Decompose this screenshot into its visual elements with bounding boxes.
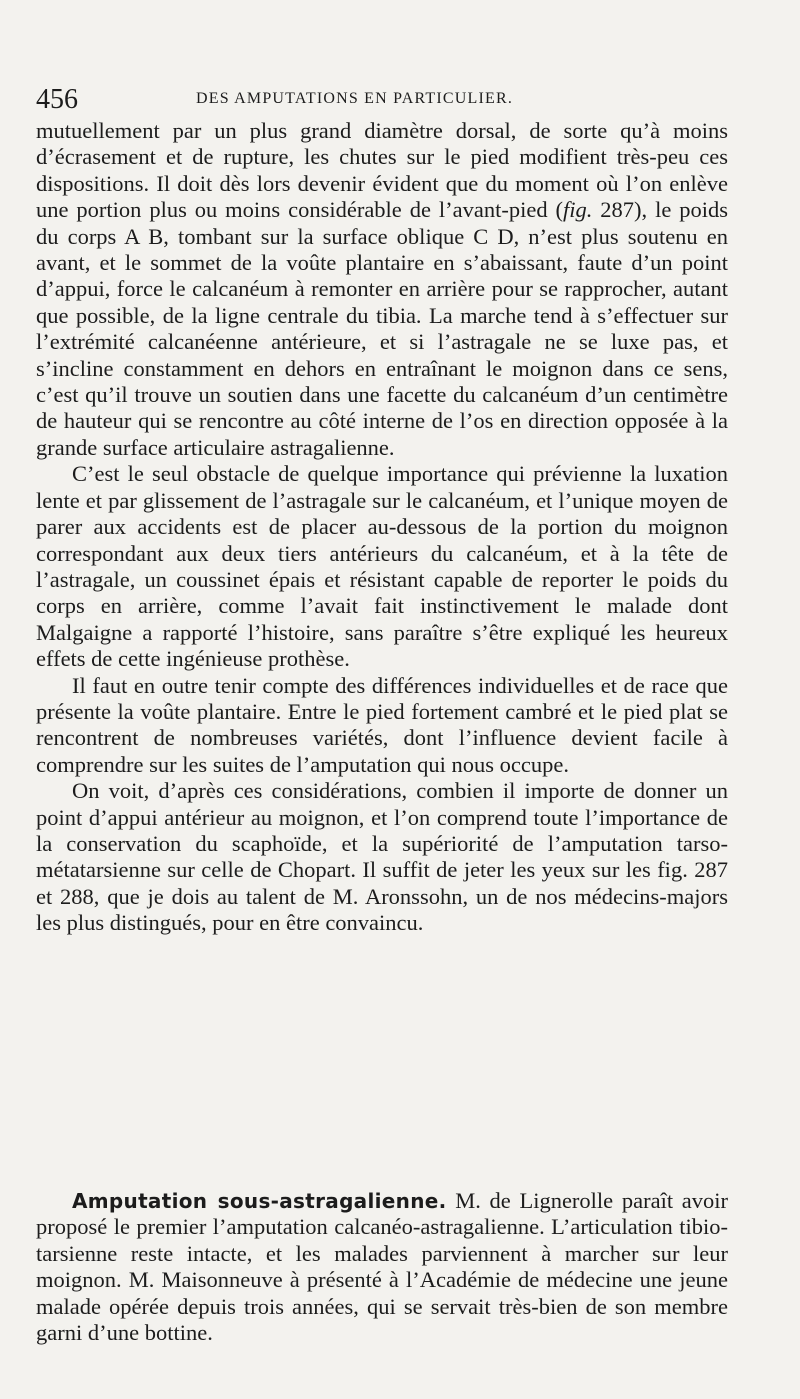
running-title: DES AMPUTATIONS EN PARTICULIER.: [196, 90, 514, 107]
paragraph-1-text-a: mutuellement par un plus grand diamètre dorsal, de sorte qu’à moins d’écrasement et de rupture, les chutes sur le pied modifient très-peu ces dispositions. Il doit dès lors devenir évident que du moment où l’on enlève une portion plus ou moins considérable de l’avant-pied (: [36, 118, 728, 223]
paragraph-4: On voit, d’après ces considérations, combien il importe de donner un point d’appui antérieur au moignon, et l’on comprend toute l’importance de la conservation du scaphoïde, et la supériorité de l’amputation tarso-métatarsienne sur celle de Chopart. Il suffit de jeter les yeux sur les fig. 287 et 288, que je dois au talent de M. Aronssohn, un de nos médecins-majors les plus distingués, pour en être convaincu.: [36, 778, 728, 936]
paragraph-1: [36, 118, 728, 461]
figure-reference: fig.: [562, 197, 593, 223]
paragraph-1-text-b: 287), le poids du corps A B, tombant sur la surface oblique C D, n’est plus soutenu en avant, et le sommet de la voûte plantaire en s’abaissant, faute d’un point d’appui, force le calcanéum à remonter en arrière pour se rapprocher, autant que possible, de la ligne centrale du tibia. La marche tend à s’effectuer sur l’extrémité calcanéenne antérieure, et si l’astragale ne se luxe pas, et s’incline constamment en dehors en entraînant le moignon dans ce sens, c’est qu’il trouve un soutien dans une facette du calcanéum d’un centimètre de hauteur qui se rencontre au côté interne de l’os en direction opposée à la grande surface articulaire astragalienne.: [36, 197, 728, 460]
body-text: [36, 118, 728, 937]
page-header: [36, 84, 736, 118]
page-number: 456: [36, 84, 78, 115]
section-text: M. de Lignerolle paraît avoir proposé le premier l’amputation calcanéo-astragalienne. L’articulation tibio-tarsienne reste intacte, et les malades parviennent à marcher sur leur moignon. M. Maisonneuve à présenté à l’Académie de médecine une jeune malade opérée depuis trois années, qui se servait très-bien de son membre garni d’une bottine.: [36, 1188, 729, 1346]
paragraph-2: C’est le seul obstacle de quelque importance qui prévienne la luxation lente et par glissement de l’astragale sur le calcanéum, et l’unique moyen de parer aux accidents est de placer au-dessous de la portion du moignon correspondant aux deux tiers antérieurs du calcanéum, et à la tête de l’astragale, un coussinet épais et résistant capable de reporter le poids du corps en arrière, comme l’avait fait instinctivement le malade dont Malgaigne a rapporté l’histoire, sans paraître s’être expliqué les heureux effets de cette ingénieuse prothèse.: [36, 461, 728, 672]
section-amputation-sous-astragalienne: [36, 1188, 728, 1346]
paragraph-3: Il faut en outre tenir compte des différences individuelles et de race que présente la voûte plantaire. Entre le pied fortement cambré et le pied plat se rencontrent de nombreuses variétés, dont l’influence devient facile à comprendre sur les suites de l’amputation qui nous occupe.: [36, 672, 728, 777]
section-heading: Amputation sous-astragalienne.: [72, 1189, 447, 1213]
section-paragraph: [36, 1188, 728, 1346]
